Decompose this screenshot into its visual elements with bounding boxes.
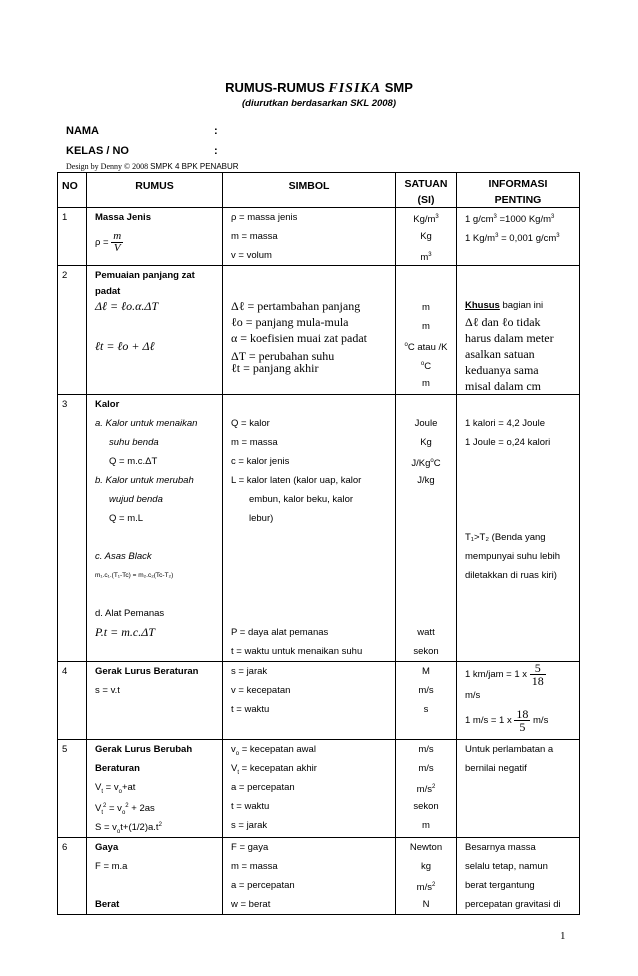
table-row: 4 Gerak Lurus Beraturan s = v.t s = jarak v = kecepatan t = waktu M m/s s 1 km/jam = 1 x $\frac{5}{18}$ m/s 1 m/s = 1 x $\frac{18}{5}$ m/s [58,662,580,740]
topic-title: Gaya [95,842,119,853]
header-satuan: SATUAN (SI) [396,173,457,208]
kelas-field: KELAS / NO : [66,145,218,157]
table-row: 1 Massa Jenis ρ = $\frac{m}{V}$ ρ = massa jenis m = massa v = volum $Kg/m^3$ Kg $m^3$ 1 $g/cm^3 =1000$ $Kg/m^3$ 1 $Kg/m^3 = 0,001$ $g/cm^3$ [58,208,580,266]
final-length-formula: ℓt = ℓo + Δℓ [95,339,155,353]
formula-table [57,172,580,915]
header-informasi: INFORMASI PENTING [457,173,580,208]
topic-title: Kalor [95,399,120,410]
page-number: 1 [560,930,566,942]
school-name: SMPK 4 BPK PENABUR [150,162,239,171]
topic-title: Massa Jenis [95,212,151,223]
nama-field: NAMA : [66,125,218,137]
page-title: RUMUS-RUMUS FISIKA SMP [225,80,413,96]
kelas-label: KELAS / NO [66,145,129,157]
header-simbol: SIMBOL [223,173,396,208]
table-row: 2 Pemuaian panjang zat padat Δℓ = ℓo.α.ΔT ℓt = ℓo + Δℓ Δℓ = pertambahan panjang ℓo = panjang mula-mula α = koefisien muai zat padat ΔT = perubahan suhu ℓt = panjang akhir m m $^o$C atau /K $^o$C m Khusus bagian ini Δℓ dan ℓo tidak harus dalam meter asalkan satuan keduanya sama misal dalam cm [58,266,580,395]
topic-title: Gerak Lurus Beraturan [95,666,199,677]
nama-label: NAMA [66,125,99,137]
topic-title: Gerak Lurus Berubah [95,744,193,755]
table-row: 3 Kalor a. Kalor untuk menaikan suhu benda Q = m.c.ΔT b. Kalor untuk merubah wujud benda Q = m.L c. Asas Black m₁.c₁.(T₁-Tc) = m₂.c₂(Tc-T₂) d. Alat Pemanas P.t = m.c.ΔT Q = kalor m = massa c = kalor jenis L = kalor laten (kalor uap, kalor embun, kalor beku, kalor lebur) P = daya alat pemanas t = waktu untuk menaikan suhu Joule Kg J/Kg$^o$C J/kg watt sekon 1 kalori = 4,2 Joule 1 Joule = o,24 kalori T₁>T₂ (Benda yang mempunyai suhu lebih diletakkan di ruas kiri) [58,395,580,662]
topic-title: Berat [95,899,120,910]
topic-title: Pemuaian panjang zat [95,270,195,281]
table-row: 6 Gaya F = m.a Berat F = gaya m = massa a = percepatan w = berat Newton kg $m/s^2$ N Besarnya massa selalu tetap, namun berat tergantung percepatan gravitasi di [58,838,580,915]
page-subtitle: (diurutkan berdasarkan SKL 2008) [242,98,396,109]
table-header [58,173,580,208]
table-row: 5 Gerak Lurus Berubah Beraturan $V_t = v_o+at$ $V_t^2 = v_o^2 + 2as$ $S = v_ot+(1/2)a.t^2$ $v_o$ = kecepatan awal $V_t$ = kecepatan akhir a = percepatan t = waktu s = jarak m/s m/s $m/s^2$ sekon m Untuk perlambatan a bernilai negatif [58,740,580,838]
expansion-formula: Δℓ = ℓo.α.ΔT [95,299,159,313]
design-credit: Design by Denny © 2008 SMPK 4 BPK PENABUR [66,162,239,171]
header-rumus: RUMUS [87,173,223,208]
density-formula: ρ = $\frac{m}{V}$ [95,229,122,254]
header-no: NO [58,173,87,208]
